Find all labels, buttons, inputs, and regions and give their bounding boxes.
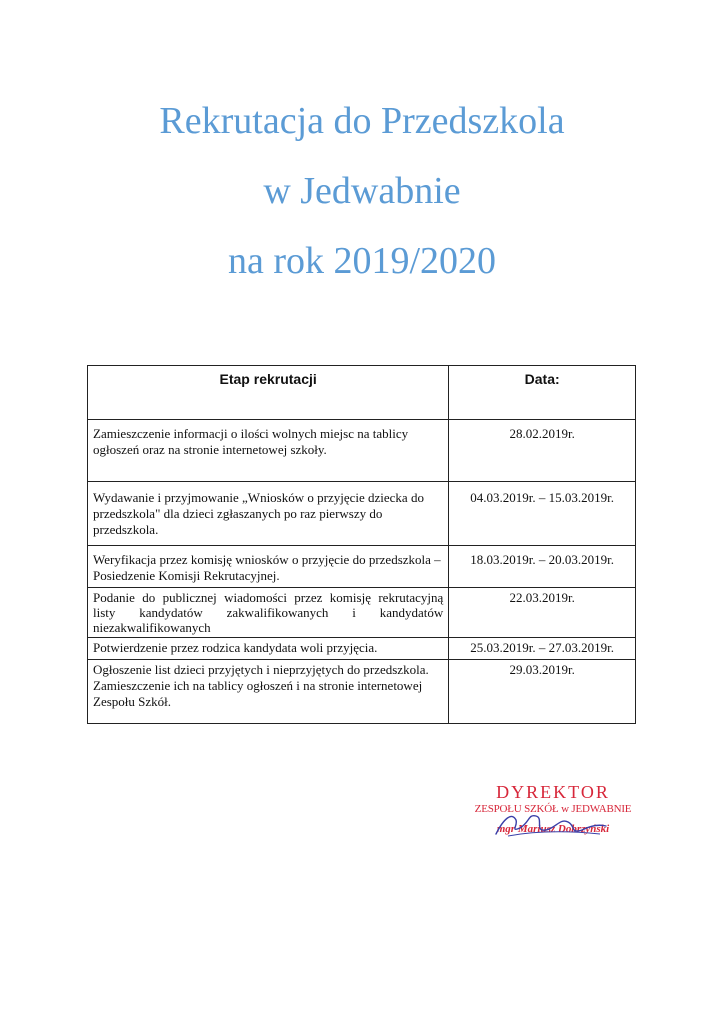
table-row xyxy=(88,588,636,638)
date-cell: 18.03.2019r. – 20.03.2019r. xyxy=(449,546,636,588)
handwritten-signature xyxy=(490,808,610,842)
table-row xyxy=(88,546,636,588)
date-cell: 28.02.2019r. xyxy=(449,420,636,482)
title-line-1: Rekrutacja do Przedszkola xyxy=(159,100,565,142)
date-cell: 04.03.2019r. – 15.03.2019r. xyxy=(449,482,636,546)
date-cell: 22.03.2019r. xyxy=(449,588,636,638)
stamp-name: mgr Mariusz Dobrzyński xyxy=(496,823,610,835)
title-line-2: w Jedwabnie xyxy=(263,170,461,212)
column-header-date: Data: xyxy=(449,366,636,420)
date-cell: 25.03.2019r. – 27.03.2019r. xyxy=(449,638,636,660)
stage-cell: Podanie do publicznej wiadomości przez komisję rekrutacyjną listy kandydatów zakwalifikowanych i kandydatów niezakwalifikowanych xyxy=(88,588,449,638)
stage-cell: Potwierdzenie przez rodzica kandydata woli przyjęcia. xyxy=(88,638,449,660)
stage-cell: Zamieszczenie informacji o ilości wolnych miejsc na tablicy ogłoszeń oraz na stronie internetowej szkoły. xyxy=(88,420,449,482)
table-row xyxy=(88,482,636,546)
stamp-title: DYREKTOR xyxy=(496,782,610,802)
table-row xyxy=(88,420,636,482)
stamp-school: ZESPOŁU SZKÓŁ w JEDWABNIE xyxy=(474,803,632,815)
table-header-row xyxy=(88,366,636,420)
column-header-stage: Etap rekrutacji xyxy=(88,366,449,420)
recruitment-schedule-table xyxy=(87,365,636,724)
date-cell: 29.03.2019r. xyxy=(449,660,636,724)
title-line-3: na rok 2019/2020 xyxy=(227,240,497,282)
stage-cell: Wydawanie i przyjmowanie „Wniosków o przyjęcie dziecka do przedszkola" dla dzieci zgłaszanych po raz pierwszy do przedszkola. xyxy=(88,482,449,546)
stage-cell: Weryfikacja przez komisję wniosków o przyjęcie do przedszkola – Posiedzenie Komisji Rekrutacyjnej. xyxy=(88,546,449,588)
stage-cell: Ogłoszenie list dzieci przyjętych i nieprzyjętych do przedszkola. Zamieszczenie ich na tablicy ogłoszeń i na stronie internetowej Zespołu Szkół. xyxy=(88,660,449,724)
table-row xyxy=(88,638,636,660)
table-row xyxy=(88,660,636,724)
